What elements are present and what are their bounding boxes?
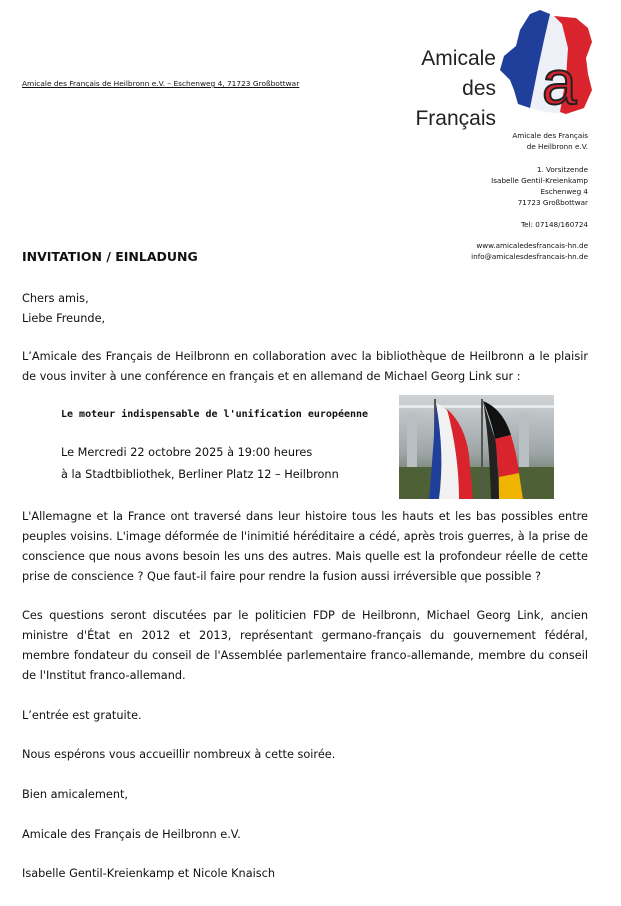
phone: Tel: 07148/160724	[520, 220, 588, 229]
sender-address-line: Amicale des Français de Heilbronn e.V. – Eschenweg 4, 71723 Großbottwar	[22, 79, 300, 88]
greeting-fr: Chers amis,	[22, 292, 89, 305]
event-title: Le moteur indispensable de l'unification européenne	[61, 409, 369, 420]
sidebar-address	[491, 164, 588, 208]
org-line-2: de Heilbronn e.V.	[526, 142, 588, 151]
logo-line-1: Amicale	[421, 47, 496, 70]
event-date: Le Mercredi 22 octobre 2025 à 19:00 heures	[61, 446, 313, 459]
website-link[interactable]: www.amicaledesfrancais-hn.de	[476, 241, 588, 250]
intro-paragraph: L’Amicale des Français de Heilbronn en collaboration avec la bibliothèque de Heilbronn a le plaisir de vous inviter à une conférence en français et en allemand de Michael Georg Link sur :	[22, 350, 588, 383]
org-line-1: Amicale des Français	[512, 131, 588, 140]
entry-note: L’entrée est gratuite.	[22, 709, 142, 722]
paragraph-history: L'Allemagne et la France ont traversé dans leur histoire tous les hauts et les bas possibles entre peuples voisins. L'image déformée de l'inimitié héréditaire a cédé, après trois guerres, à la prise de conscience que nous avons besoin les uns des autres. Mais quelle est la profondeur réelle de cette prise de conscience ? Que faut-il faire pour rendre la fusion aussi irréversible que possible ?	[22, 510, 588, 583]
flags-photo	[399, 395, 554, 499]
street: Eschenweg 4	[540, 187, 588, 196]
logo-france-map-icon	[480, 8, 600, 120]
email-link[interactable]: info@amicalesdesfrancais-hn.de	[471, 252, 588, 261]
greeting-de: Liebe Freunde,	[22, 312, 106, 325]
signers: Isabelle Gentil-Kreienkamp et Nicole Knaisch	[22, 867, 276, 880]
signature-org: Amicale des Français de Heilbronn e.V.	[22, 828, 241, 841]
role: 1. Vorsitzende	[536, 165, 588, 174]
event-place: à la Stadtbibliothek, Berliner Platz 12 – Heilbronn	[61, 468, 339, 481]
page-title: INVITATION / EINLADUNG	[22, 249, 198, 264]
closing: Bien amicalement,	[22, 788, 129, 801]
city: 71723 Großbottwar	[517, 198, 588, 207]
logo-letter-mark: a	[542, 49, 577, 118]
hope-line: Nous espérons vous accueillir nombreux à cette soirée.	[22, 748, 336, 761]
president-name: Isabelle Gentil-Kreienkamp	[491, 176, 588, 185]
sidebar-org	[512, 130, 588, 152]
logo-wordmark	[378, 44, 496, 134]
logo-line-2: des Français	[415, 77, 496, 130]
paragraph-speaker: Ces questions seront discutées par le politicien FDP de Heilbronn, Michael Georg Link, ancien ministre d'État en 2012 et 2013, représentant germano-français du gouvernement fédéral, membre fondateur du conseil de l'Assemblée parlementaire franco-allemande, membre du conseil de l'Institut franco-allemand.	[22, 609, 588, 682]
